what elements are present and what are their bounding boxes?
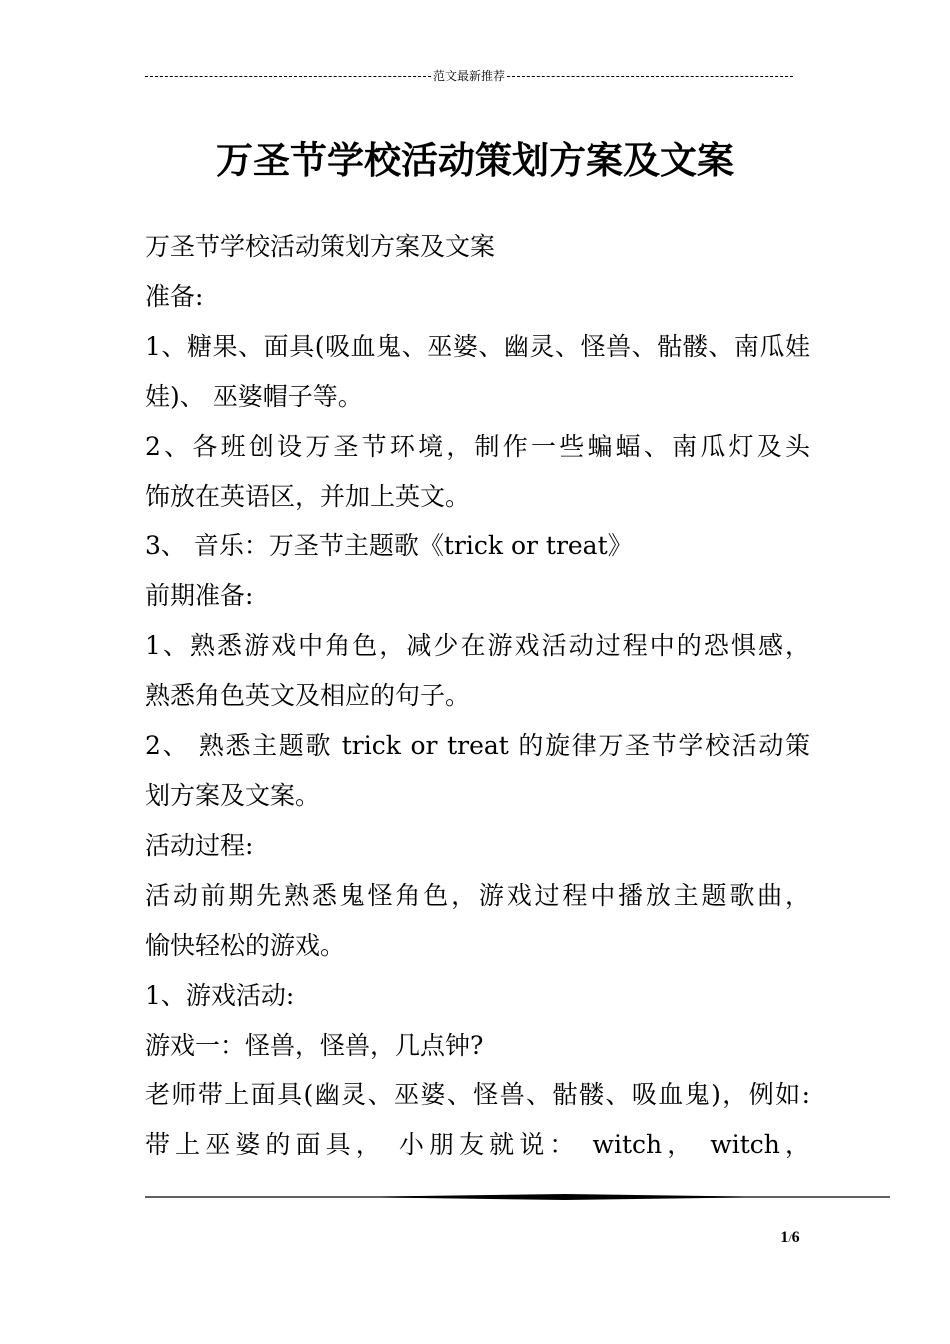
paragraph: 1、熟悉游戏中角色，减少在游戏活动过程中的恐惧感， — [145, 631, 810, 661]
header-label: 范文最新推荐 — [433, 69, 506, 83]
paragraph: 前期准备: — [145, 581, 254, 611]
paragraph: 娃)、 巫婆帽子等。 — [145, 381, 363, 411]
page-number — [760, 1228, 820, 1248]
paragraph: 熟悉角色英文及相应的句子。 — [145, 681, 471, 711]
total-pages: 6 — [791, 1229, 800, 1246]
paragraph: 3、 音乐：万圣节主题歌《trick or treat》 — [145, 531, 633, 561]
paragraph: 2、各班创设万圣节环境，制作一些蝙蝠、南瓜灯及头 — [145, 431, 810, 461]
paragraph: 饰放在英语区，并加上英文。 — [145, 481, 471, 511]
paragraph: 万圣节学校活动策划方案及文案 — [145, 232, 496, 261]
current-page: 1 — [780, 1229, 789, 1246]
paragraph: 游戏一：怪兽，怪兽，几点钟? — [145, 1030, 484, 1060]
paragraph: 1、游戏活动: — [145, 980, 295, 1010]
header-dash-right — [507, 76, 793, 77]
document-body — [145, 222, 810, 1170]
header-dash-left — [145, 76, 431, 77]
footer-rule — [145, 1194, 890, 1200]
paragraph: 老师带上面具(幽灵、巫婆、怪兽、骷髅、吸血鬼)，例如: — [145, 1080, 810, 1110]
paragraph: 划方案及文案。 — [145, 780, 321, 810]
page-separator: / — [788, 1231, 792, 1245]
page-header — [145, 68, 793, 84]
paragraph: 1、糖果、面具(吸血鬼、巫婆、幽灵、怪兽、骷髅、南瓜娃 — [145, 331, 810, 361]
paragraph: 带上巫婆的面具， 小朋友就说： witch， witch， — [145, 1130, 810, 1160]
paragraph: 活动前期先熟悉鬼怪角色，游戏过程中播放主题歌曲， — [145, 880, 810, 910]
paragraph: 活动过程: — [145, 830, 254, 860]
paragraph: 2、 熟悉主题歌 trick or treat 的旋律万圣节学校活动策 — [145, 731, 810, 761]
document-title: 万圣节学校活动策划方案及文案 — [216, 138, 734, 182]
paragraph: 愉快轻松的游戏。 — [145, 930, 346, 960]
paragraph: 准备: — [145, 281, 204, 311]
